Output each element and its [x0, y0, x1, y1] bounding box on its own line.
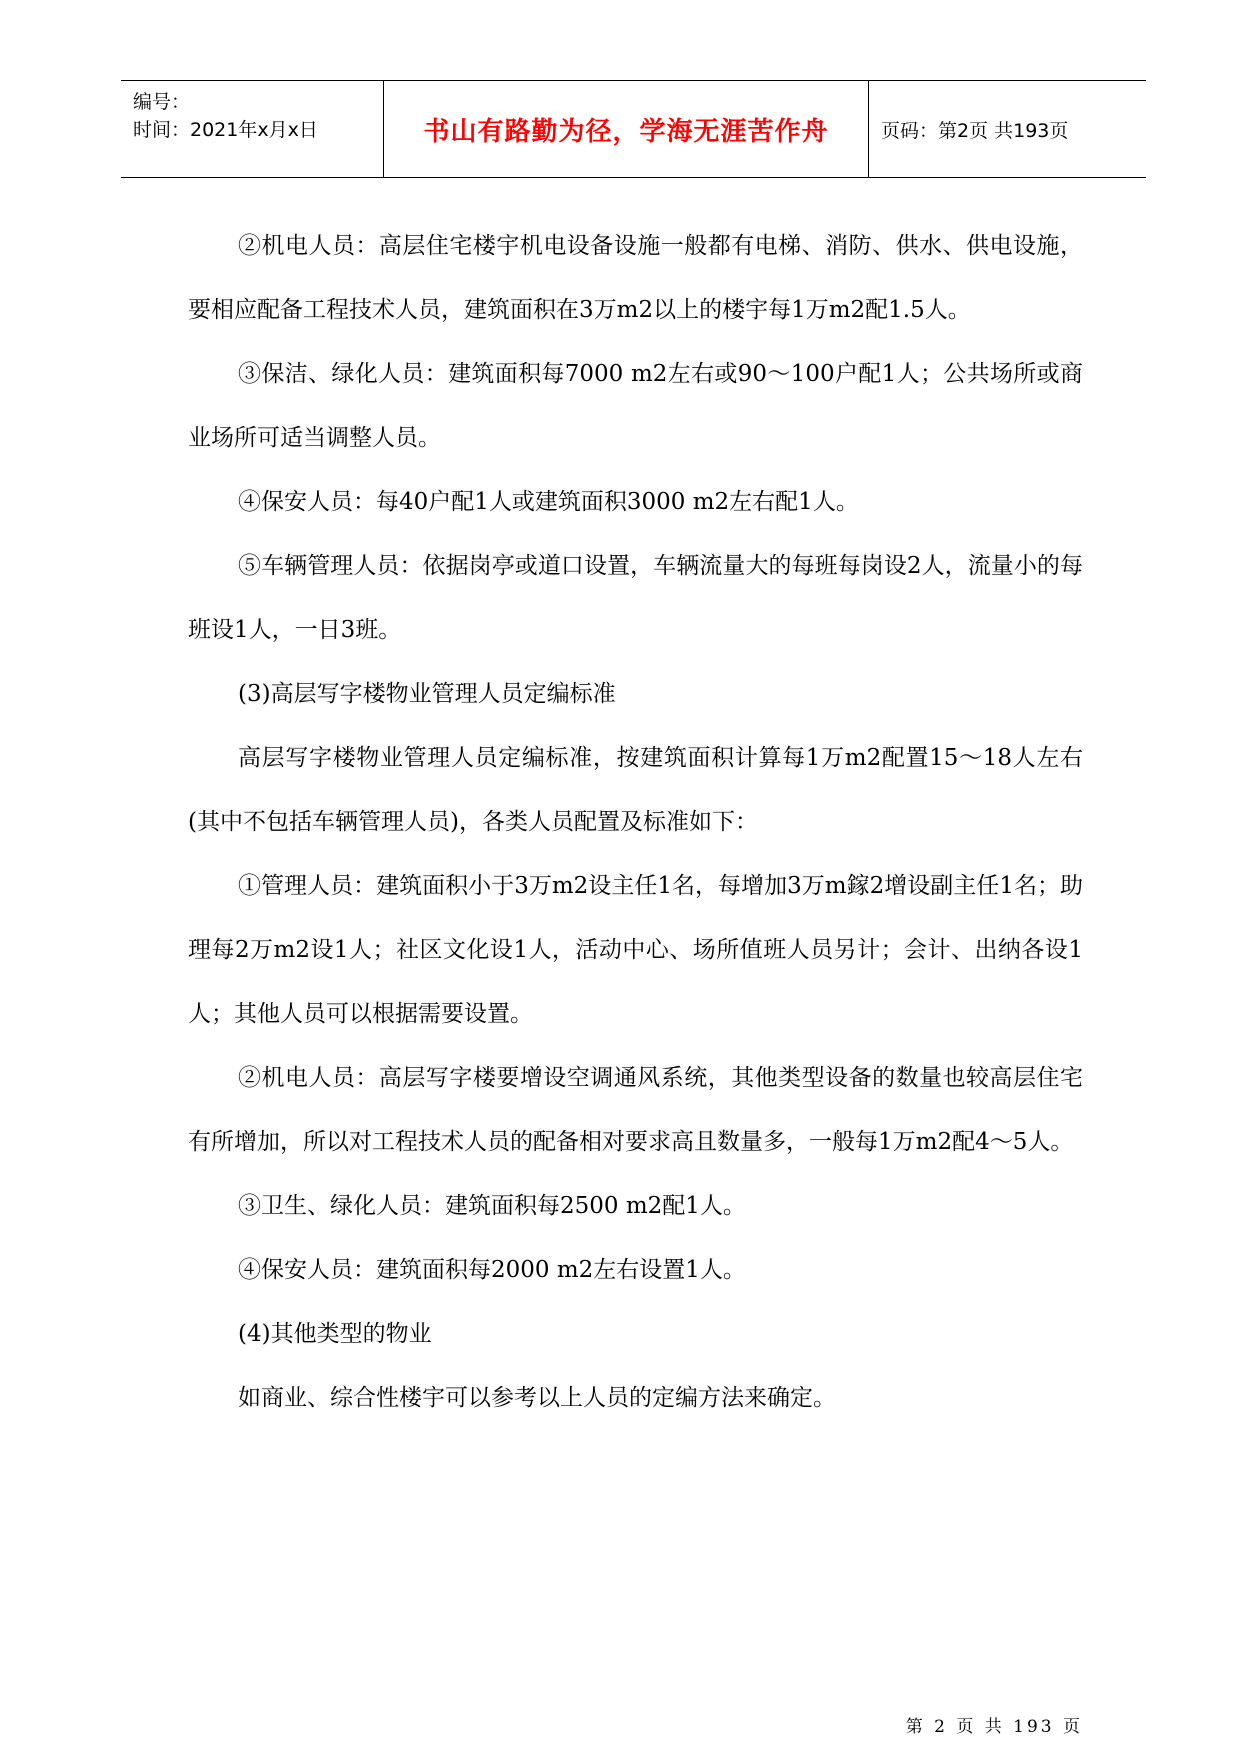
document-body	[188, 214, 1083, 1430]
section-heading: (4)其他类型的物业	[238, 1321, 432, 1347]
paragraph: ①管理人员：建筑面积小于3万m2设主任1名，每增加3万m鎵2增设副主任1名；助理每2万m2设1人；社区文化设1人，活动中心、场所值班人员另计；会计、出纳各设1人；其他人员可以根据需要设置。	[188, 873, 1083, 1027]
header-motto-cell	[384, 81, 869, 177]
page-label: 页码：第2页 共193页	[881, 119, 1069, 142]
motto-text: 书山有路勤为径，学海无涯苦作舟	[423, 116, 829, 147]
paragraph: 高层写字楼物业管理人员定编标准，按建筑面积计算每1万m2配置15～18人左右(其中不包括车辆管理人员)，各类人员配置及标准如下：	[188, 745, 1083, 835]
header-page-cell	[869, 81, 1146, 177]
paragraph: ③保洁、绿化人员：建筑面积每7000 m2左右或90～100户配1人；公共场所或商业场所可适当调整人员。	[188, 361, 1083, 451]
section-heading: (3)高层写字楼物业管理人员定编标准	[238, 681, 616, 707]
paragraph: ③卫生、绿化人员：建筑面积每2500 m2配1人。	[238, 1193, 746, 1219]
paragraph: ②机电人员：高层住宅楼宇机电设备设施一般都有电梯、消防、供水、供电设施，要相应配备工程技术人员，建筑面积在3万m2以上的楼宇每1万m2配1.5人。	[188, 233, 1083, 323]
header-meta-cell	[121, 81, 384, 177]
serial-label: 编号：	[133, 91, 191, 113]
paragraph: ④保安人员：建筑面积每2000 m2左右设置1人。	[238, 1257, 746, 1283]
page-footer: 第 2 页 共 193 页	[905, 1717, 1083, 1737]
paragraph: 如商业、综合性楼宇可以参考以上人员的定编方法来确定。	[238, 1385, 836, 1411]
paragraph: ④保安人员：每40户配1人或建筑面积3000 m2左右配1人。	[238, 489, 859, 515]
paragraph: ②机电人员：高层写字楼要增设空调通风系统，其他类型设备的数量也较高层住宅有所增加，所以对工程技术人员的配备相对要求高且数量多，一般每1万m2配4～5人。	[188, 1065, 1083, 1155]
page-header	[121, 80, 1146, 178]
paragraph: ⑤车辆管理人员：依据岗亭或道口设置，车辆流量大的每班每岗设2人，流量小的每班设1人，一日3班。	[188, 553, 1083, 643]
time-label: 时间：2021年x月x日	[133, 119, 318, 141]
